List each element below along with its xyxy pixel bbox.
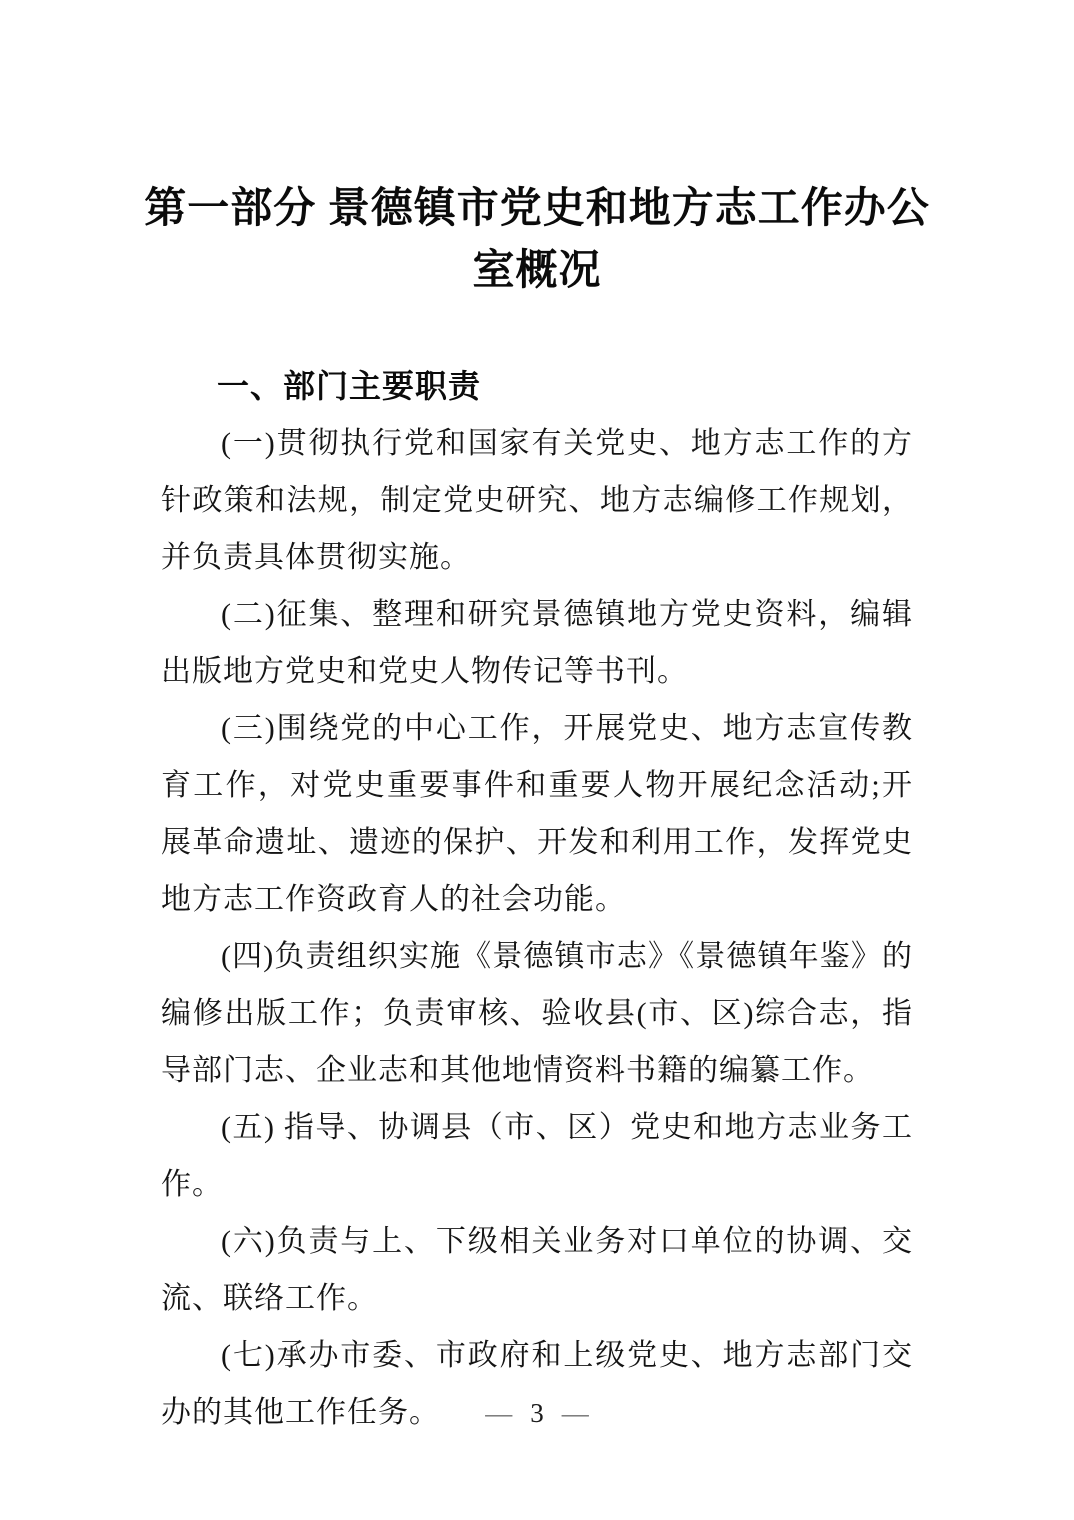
- paragraph: (三)围绕党的中心工作，开展党史、地方志宣传教育工作，对党史重要事件和重要人物开展纪念活动;开展革命遗址、遗迹的保护、开发和利用工作，发挥党史地方志工作资政育人的社会功能。: [161, 712, 913, 916]
- document-body: [161, 358, 913, 1441]
- document-title-line-2: 室概况: [472, 248, 602, 294]
- page-footer: [0, 1396, 1074, 1430]
- footer-dash-right: —: [561, 1398, 589, 1428]
- paragraph: (二)征集、整理和研究景德镇地方党史资料，编辑出版地方党史和党史人物传记等书刊。: [161, 598, 913, 688]
- paragraph: (七)承办市委、市政府和上级党史、地方志部门交办的其他工作任务。: [161, 1339, 913, 1429]
- document-title-line-1: 第一部分 景德镇市党史和地方志工作办公: [144, 186, 930, 232]
- paragraph-list: [161, 415, 913, 1441]
- paragraph: (一)贯彻执行党和国家有关党史、地方志工作的方针政策和法规，制定党史研究、地方志编修工作规划，并负责具体贯彻实施。: [161, 427, 913, 574]
- section-heading: 一、部门主要职责: [217, 368, 482, 404]
- page-number: 3: [530, 1398, 544, 1428]
- paragraph: (四)负责组织实施《景德镇市志》《景德镇年鉴》的编修出版工作；负责审核、验收县(市、区)综合志，指导部门志、企业志和其他地情资料书籍的编纂工作。: [161, 940, 913, 1087]
- document-title: [0, 0, 1074, 302]
- footer-dash-left: —: [485, 1398, 513, 1428]
- paragraph: (六)负责与上、下级相关业务对口单位的协调、交流、联络工作。: [161, 1225, 913, 1315]
- paragraph: (五) 指导、协调县（市、区）党史和地方志业务工作。: [161, 1111, 913, 1201]
